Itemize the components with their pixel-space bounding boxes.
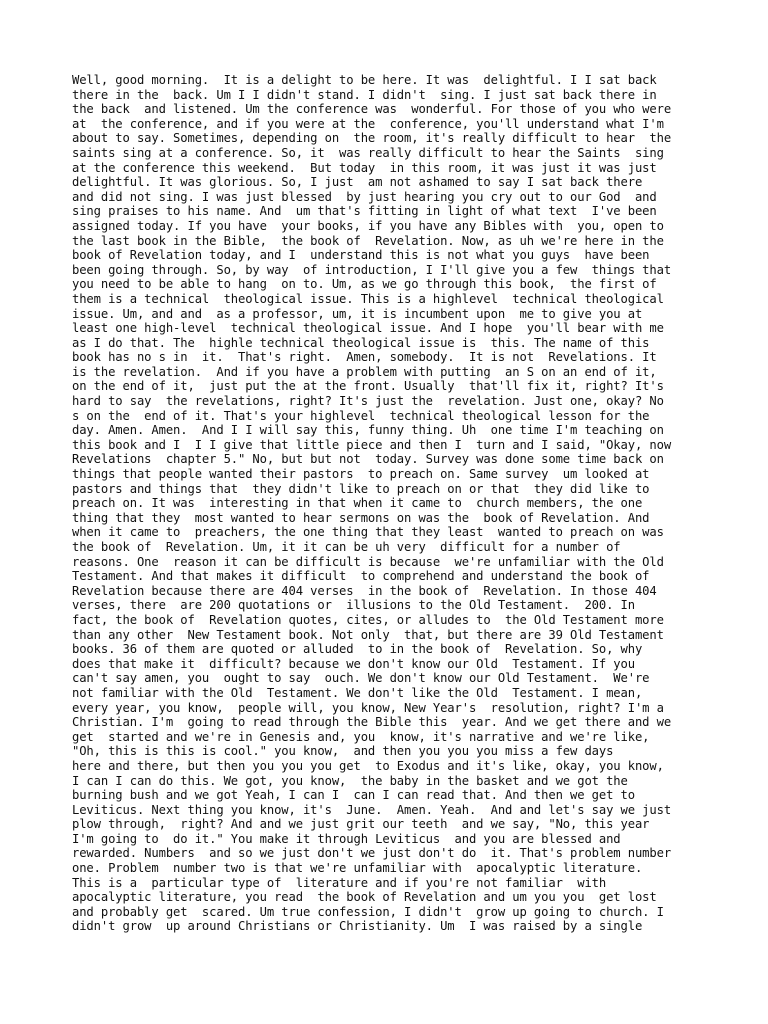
text-line: book of Revelation today, and I understand this is not what you guys have been [72,248,650,263]
text-line: as I do that. The highle technical theological issue is this. The name of this [72,335,650,350]
text-line: is the revelation. And if you have a problem with putting an S on an end of it, [72,364,657,379]
text-line: This is a particular type of literature and if you're not familiar with [72,875,607,890]
transcript-page [72,73,702,934]
text-line: at the conference, and if you were at the conference, you'll understand what I'm [72,116,664,131]
text-line: the back and listened. Um the conference was wonderful. For those of you who were [72,102,672,117]
text-line: saints sing at a conference. So, it was really difficult to hear the Saints sing [72,145,664,160]
text-line: thing that they most wanted to hear sermons on was the book of Revelation. And [72,510,650,525]
text-line: can't say amen, you ought to say ouch. We don't know our Old Testament. We're [72,671,650,686]
text-line: burning bush and we got Yeah, I can I can I can read that. And then we get to [72,788,635,803]
text-line: at the conference this weekend. But today in this room, it was just it was just [72,160,657,175]
text-line: here and there, but then you you you get to Exodus and it's like, okay, you know, [72,758,664,773]
text-line: books. 36 of them are quoted or alluded to in the book of Revelation. So, why [72,642,643,657]
text-line: plow through, right? And and we just grit our teeth and we say, "No, this year [72,817,650,832]
text-line: delightful. It was glorious. So, I just am not ashamed to say I sat back there [72,175,643,190]
text-line: when it came to preachers, the one thing that they least wanted to preach on was [72,525,664,540]
text-line: Leviticus. Next thing you know, it's June. Amen. Yeah. And and let's say we just [72,802,672,817]
text-line: one. Problem number two is that we're unfamiliar with apocalyptic literature. [72,861,643,876]
text-line: Revelation because there are 404 verses in the book of Revelation. In those 404 [72,583,657,598]
text-line: Well, good morning. It is a delight to be here. It was delightful. I I sat back [72,73,657,87]
text-line: does that make it difficult? because we don't know our Old Testament. If you [72,656,635,671]
text-line: on the end of it, just put the at the front. Usually that'll fix it, right? It's [72,379,664,394]
text-line: apocalyptic literature, you read the book of Revelation and um you you get lost [72,890,657,905]
text-line: issue. Um, and and as a professor, um, it is incumbent upon me to give you at [72,306,643,321]
text-line: I'm going to do it." You make it through Leviticus and you are blessed and [72,831,621,846]
text-line: day. Amen. Amen. And I I will say this, funny thing. Uh one time I'm teaching on [72,423,664,438]
text-line: and probably get scared. Um true confession, I didn't grow up going to church. I [72,904,664,919]
text-line: reasons. One reason it can be difficult is because we're unfamiliar with the Old [72,554,664,569]
text-line: every year, you know, people will, you know, New Year's resolution, right? I'm a [72,700,664,715]
text-line: about to say. Sometimes, depending on the room, it's really difficult to hear the [72,131,672,146]
text-line: I can I can do this. We got, you know, the baby in the basket and we got the [72,773,628,788]
text-line: hard to say the revelations, right? It's just the revelation. Just one, okay? No [72,394,664,409]
text-line: preach on. It was interesting in that when it came to church members, the one [72,496,643,511]
text-line: the book of Revelation. Um, it it can be uh very difficult for a number of [72,540,621,554]
text-line: pastors and things that they didn't like to preach on or that they did like to [72,481,650,496]
text-line: "Oh, this is this is cool." you know, and then you you you miss a few days [72,744,614,759]
text-line: s on the end of it. That's your highlevel technical theological lesson for the [72,408,650,423]
text-line: not familiar with the Old Testament. We don't like the Old Testament. I mean, [72,685,643,700]
text-line: and did not sing. I was just blessed by just hearing you cry out to our God and [72,189,657,204]
text-line: them is a technical theological issue. This is a highlevel technical theological [72,291,664,306]
text-line: things that people wanted their pastors to preach on. Same survey um looked at [72,467,650,482]
text-line: this book and I I I give that little piece and then I turn and I said, "Okay, now [72,437,672,452]
text-line: didn't grow up around Christians or Christianity. Um I was raised by a single [72,919,643,934]
text-line: there in the back. Um I I didn't stand. I didn't sing. I just sat back there in [72,87,657,102]
text-line: Revelations chapter 5." No, but but not today. Survey was done some time back on [72,452,664,467]
text-line: you need to be able to hang on to. Um, as we go through this book, the first of [72,277,657,292]
text-line: the last book in the Bible, the book of Revelation. Now, as uh we're here in the [72,233,664,248]
text-line: assigned today. If you have your books, if you have any Bibles with you, open to [72,218,664,233]
text-line: sing praises to his name. And um that's fitting in light of what text I've been [72,204,657,219]
text-line: book has no s in it. That's right. Amen, somebody. It is not Revelations. It [72,350,657,365]
text-line: verses, there are 200 quotations or illusions to the Old Testament. 200. In [72,598,635,613]
text-line: get started and we're in Genesis and, you know, it's narrative and we're like, [72,729,650,744]
text-line: rewarded. Numbers and so we just don't we just don't do it. That's problem number [72,846,672,861]
text-line: fact, the book of Revelation quotes, cites, or alludes to the Old Testament more [72,612,664,627]
text-line: Testament. And that makes it difficult to comprehend and understand the book of [72,569,650,584]
text-line: Christian. I'm going to read through the Bible this year. And we get there and we [72,715,672,730]
text-line: least one high-level technical theological issue. And I hope you'll bear with me [72,321,664,336]
text-line: been going through. So, by way of introduction, I I'll give you a few things that [72,262,672,277]
text-line: than any other New Testament book. Not only that, but there are 39 Old Testament [72,627,664,642]
